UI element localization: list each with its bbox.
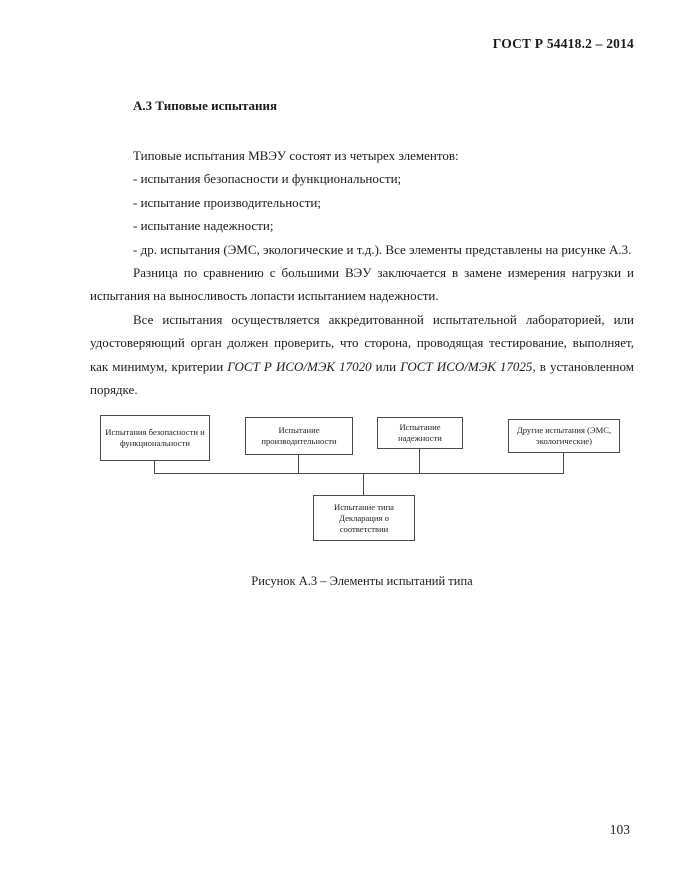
paragraph-text: или bbox=[371, 358, 401, 374]
document-header: ГОСТ Р 54418.2 – 2014 bbox=[492, 36, 634, 51]
diagram-box-performance: Испытание производительности bbox=[245, 417, 353, 455]
connector-line bbox=[419, 449, 420, 474]
diagram-box-type-test: Испытание типа Декларация о соответствии bbox=[313, 495, 415, 541]
paragraph: Разница по сравнению с большими ВЭУ заключается в замене измерения нагрузки и испытания на выносливость лопасти испытанием надежности. bbox=[90, 265, 634, 304]
paragraph-intro: Типовые испытания МВЭУ состоят из четырех элементов: bbox=[133, 148, 459, 163]
page-number: 103 bbox=[609, 822, 630, 837]
paragraph-text: Все испытания осуществляется аккредитованной испытательной лабораторией, или удостоверяющий орган должен проверить, что сторона, проводящая тестирование, выполняет, как минимум, критерии bbox=[90, 311, 634, 374]
connector-line bbox=[298, 455, 299, 474]
diagram-box-reliability: Испытание надежности bbox=[377, 417, 463, 449]
connector-bus-line bbox=[154, 473, 564, 474]
list-item: - испытания безопасности и функциональности; bbox=[133, 171, 402, 187]
standard-reference: ГОСТ ИСО/МЭК 17025 bbox=[400, 358, 533, 374]
list-item: - испытание надежности; bbox=[133, 218, 274, 234]
figure-diagram bbox=[90, 409, 634, 559]
diagram-box-safety: Испытания безопасности и функциональности bbox=[100, 415, 210, 461]
diagram-box-other: Другие испытания (ЭМС, экологические) bbox=[508, 419, 620, 453]
list-item: - др. испытания (ЭМС, экологические и т.д.). Все элементы представлены на рисунке А.3. bbox=[133, 241, 632, 257]
standard-reference: ГОСТ Р ИСО/МЭК 17020 bbox=[227, 358, 372, 374]
paragraph bbox=[90, 308, 634, 402]
section-heading: А.3 Типовые испытания bbox=[133, 98, 278, 113]
connector-line bbox=[563, 453, 564, 474]
list-item: - испытание производительности; bbox=[133, 194, 322, 210]
paragraph-text: , в установленном порядке. bbox=[90, 358, 634, 398]
figure-caption: Рисунок А.3 – Элементы испытаний типа bbox=[251, 574, 473, 589]
connector-line bbox=[363, 474, 364, 495]
